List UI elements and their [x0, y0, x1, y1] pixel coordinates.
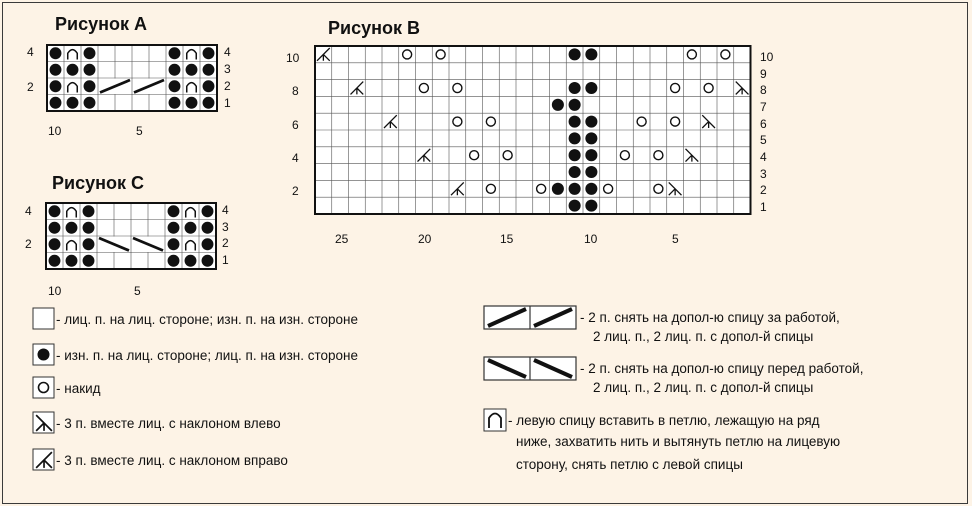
purl-dot [569, 116, 581, 128]
purl-dot [49, 222, 61, 234]
chart-c-row-label-r4: 4 [222, 203, 229, 217]
chart-c-col-label-5: 5 [134, 284, 141, 298]
knit-symbol [33, 308, 54, 329]
chart-b-row-label-r1: 1 [760, 200, 767, 214]
legend-lifted-line1: - левую спицу вставить в петлю, лежащую на ряд [508, 413, 820, 428]
chart-b-col-label-25: 25 [335, 232, 349, 246]
purl-dot [49, 238, 61, 250]
purl-dot [49, 205, 61, 217]
chart-a-grid [47, 45, 217, 111]
legend-k3tog-right [33, 449, 288, 470]
chart-b-row-label-2: 2 [292, 184, 299, 198]
purl-dot [585, 149, 597, 161]
purl-dot [202, 205, 214, 217]
purl-dot [585, 48, 597, 60]
purl-dot [185, 255, 197, 267]
purl-dot [83, 238, 95, 250]
purl-dot [185, 222, 197, 234]
purl-dot [569, 99, 581, 111]
chart-a-row-label-r3: 3 [224, 62, 231, 76]
purl-dot [49, 255, 61, 267]
legend-knit-text: - лиц. п. на лиц. стороне; изн. п. на изн. стороне [56, 312, 359, 327]
purl-dot-icon [38, 349, 50, 361]
purl-dot [168, 222, 180, 234]
chart-c [25, 173, 229, 298]
chart-b-row-label-8: 8 [292, 84, 299, 98]
chart-b-title: Рисунок В [328, 18, 420, 38]
legend-purl [33, 344, 358, 365]
purl-dot [83, 222, 95, 234]
legend-cable-front [484, 357, 863, 395]
purl-dot [84, 64, 96, 76]
legend-purl-text: - изн. п. на лиц. стороне; лиц. п. на изн. стороне [56, 348, 359, 363]
chart-b-col-label-5: 5 [672, 232, 679, 246]
purl-dot [569, 200, 581, 212]
purl-dot [186, 97, 198, 109]
legend-k3tog-left-text: - 3 п. вместе лиц. с наклоном влево [56, 416, 281, 431]
chart-a-row-label-2: 2 [27, 80, 34, 94]
purl-dot [66, 255, 78, 267]
purl-dot [67, 64, 79, 76]
chart-c-row-label-4: 4 [25, 204, 32, 218]
chart-b-col-label-10: 10 [584, 232, 598, 246]
chart-b-row-label-r3: 3 [760, 167, 767, 181]
purl-dot [552, 99, 564, 111]
purl-dot [569, 166, 581, 178]
purl-dot [202, 238, 214, 250]
chart-b-row-label-r6: 6 [760, 117, 767, 131]
purl-dot [203, 64, 215, 76]
purl-dot [84, 97, 96, 109]
chart-c-col-label-10: 10 [48, 284, 62, 298]
purl-dot [569, 48, 581, 60]
chart-b-row-label-r10: 10 [760, 50, 774, 64]
chart-b-grid [315, 46, 751, 214]
legend-lifted-line3: сторону, снять петлю с левой спицы [516, 457, 743, 472]
chart-a-row-label-r2: 2 [224, 79, 231, 93]
chart-b-row-label-r2: 2 [760, 183, 767, 197]
chart-b-row-label-4: 4 [292, 151, 299, 165]
legend-k3tog-left [33, 412, 281, 433]
purl-dot [186, 64, 198, 76]
legend-knit [33, 308, 358, 329]
chart-a-row-label-4: 4 [27, 45, 34, 59]
purl-dot [585, 116, 597, 128]
legend-lifted [484, 409, 840, 472]
purl-dot [50, 64, 62, 76]
purl-dot [50, 97, 62, 109]
legend-cable-back-line1: - 2 п. снять на допол-ю спицу за работой, [580, 310, 840, 325]
chart-b-row-label-10: 10 [286, 51, 300, 65]
legend-cable-front-line1: - 2 п. снять на допол-ю спицу перед работой, [580, 361, 864, 376]
purl-dot [569, 149, 581, 161]
purl-dot [168, 255, 180, 267]
purl-dot [569, 183, 581, 195]
legend-yo [33, 377, 101, 398]
purl-dot [203, 97, 215, 109]
chart-b-row-label-r8: 8 [760, 83, 767, 97]
chart-b-col-label-15: 15 [500, 232, 514, 246]
chart-b [286, 18, 774, 246]
purl-dot [585, 200, 597, 212]
purl-dot [67, 97, 79, 109]
purl-dot [84, 80, 96, 92]
purl-dot [585, 166, 597, 178]
cable-back-symbol [484, 306, 576, 329]
purl-dot [84, 47, 96, 59]
chart-c-row-label-r2: 2 [222, 236, 229, 250]
legend-cable-back-line2: 2 лиц. п., 2 лиц. п. с допол-й спицы [593, 329, 814, 344]
chart-c-title: Рисунок С [52, 173, 144, 193]
lifted-stitch-symbol [484, 409, 506, 431]
purl-dot [66, 222, 78, 234]
chart-b-row-label-6: 6 [292, 118, 299, 132]
purl-dot [169, 47, 181, 59]
purl-dot [202, 222, 214, 234]
legend-k3tog-right-text: - 3 п. вместе лиц. с наклоном вправо [56, 453, 288, 468]
chart-c-row-label-r1: 1 [222, 253, 229, 267]
chart-c-row-label-2: 2 [25, 237, 32, 251]
purl-dot [50, 80, 62, 92]
cable-front-symbol [484, 357, 576, 380]
legend-lifted-line2: ниже, захватить нить и вытянуть петлю на лицевую [516, 434, 841, 449]
purl-dot [83, 205, 95, 217]
yo-symbol [33, 377, 54, 398]
chart-a-row-label-r1: 1 [224, 96, 231, 110]
chart-b-row-label-r4: 4 [760, 150, 767, 164]
legend-cable-back [484, 306, 840, 344]
chart-c-row-label-r3: 3 [222, 220, 229, 234]
legend-cable-front-line2: 2 лиц. п., 2 лиц. п. с допол-й спицы [593, 380, 814, 395]
chart-a-col-label-5: 5 [136, 124, 143, 138]
purl-dot [169, 97, 181, 109]
chart-c-grid [46, 203, 216, 269]
purl-dot [585, 132, 597, 144]
purl-dot [203, 47, 215, 59]
legend-yo-text: - накид [56, 381, 101, 396]
purl-dot [168, 205, 180, 217]
purl-dot [552, 183, 564, 195]
chart-a-row-label-r4: 4 [224, 45, 231, 59]
chart-b-row-label-r5: 5 [760, 133, 767, 147]
purl-dot [168, 238, 180, 250]
chart-b-row-label-r7: 7 [760, 100, 767, 114]
purl-dot [569, 132, 581, 144]
chart-a-title: Рисунок А [55, 14, 147, 34]
chart-b-col-label-20: 20 [418, 232, 432, 246]
chart-a-col-label-10: 10 [48, 124, 62, 138]
purl-dot [169, 64, 181, 76]
purl-dot [169, 80, 181, 92]
purl-dot [50, 47, 62, 59]
purl-dot [585, 183, 597, 195]
purl-dot [202, 255, 214, 267]
purl-dot [585, 82, 597, 94]
chart-a [27, 14, 231, 138]
purl-dot [203, 80, 215, 92]
purl-dot [83, 255, 95, 267]
purl-dot [569, 82, 581, 94]
chart-b-row-label-r9: 9 [760, 67, 767, 81]
